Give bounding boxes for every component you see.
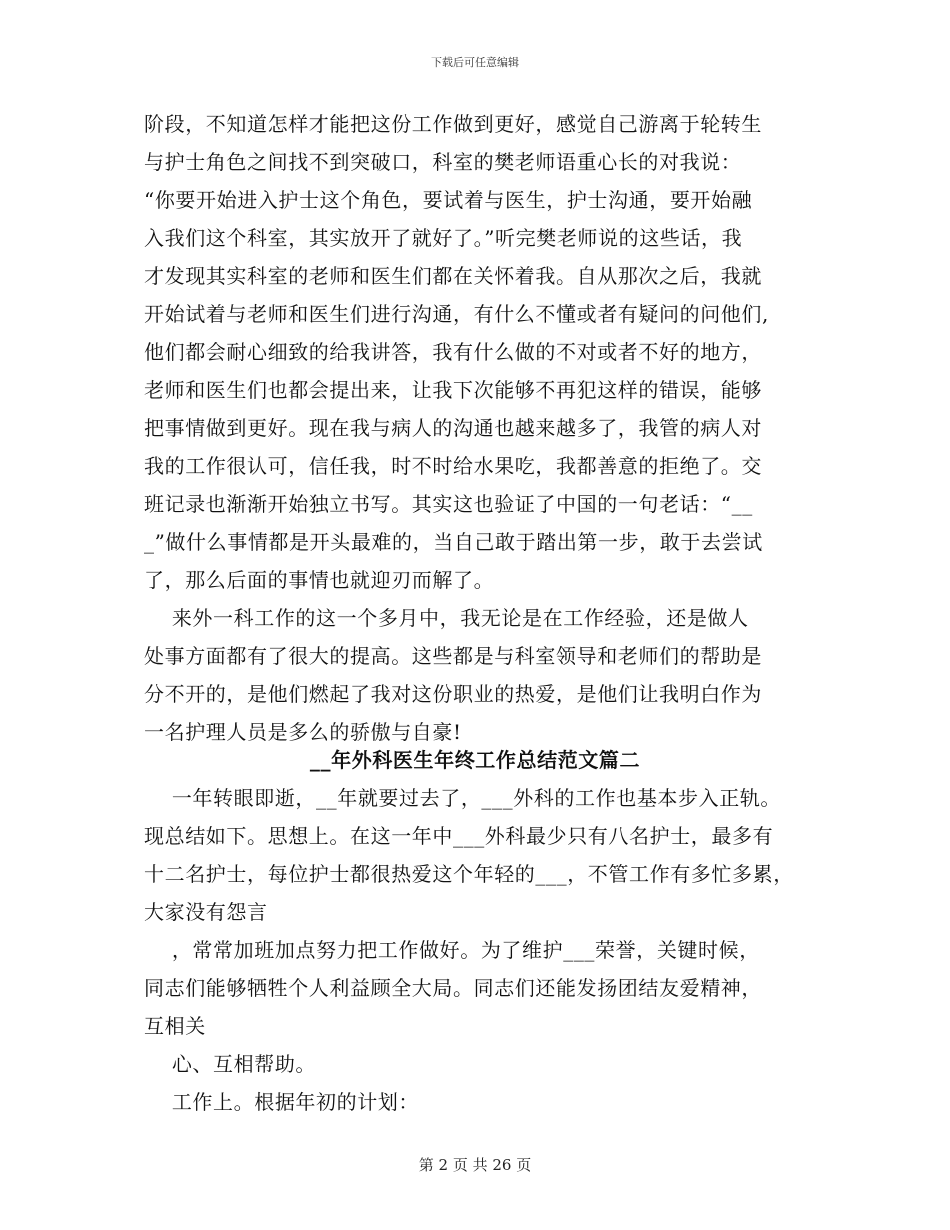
paragraph-line: 一名护理人员是多么的骄傲与自豪!	[144, 720, 462, 744]
page-header-note: 下载后可任意编辑	[431, 56, 519, 69]
paragraph-line: 分不开的，是他们燃起了我对这份职业的热爱，是他们让我明白作为	[144, 682, 762, 706]
paragraph-line: 互相关	[144, 1014, 206, 1038]
page-number-footer: 第 2 页 共 26 页	[418, 1156, 532, 1174]
section-title: __年外科医生年终工作总结范文篇二	[309, 748, 641, 772]
paragraph-line: 才发现其实科室的老师和医生们都在关怀着我。自从那次之后，我就	[144, 264, 762, 288]
paragraph-line: ，常常加班加点努力把工作做好。为了维护___荣誉，关键时候，	[144, 938, 760, 962]
paragraph-line: 入我们这个科室，其实放开了就好了。”听完樊老师说的这些话，我	[144, 226, 743, 250]
paragraph-line: 工作上。根据年初的计划：	[144, 1090, 420, 1114]
paragraph-line: 来外一科工作的这一个多月中，我无论是在工作经验，还是做人	[144, 606, 749, 630]
paragraph-line: 了，那么后面的事情也就迎刃而解了。	[144, 568, 495, 592]
paragraph-line: 我的工作很认可，信任我，时不时给水果吃，我都善意的拒绝了。交	[144, 454, 762, 478]
paragraph-line: _”做什么事情都是开头最难的，当自己敢于踏出第一步，敢于去尝试	[144, 530, 763, 554]
paragraph-line: 开始试着与老师和医生们进行沟通，有什么不懂或者有疑问的问他们,	[144, 302, 769, 326]
paragraph-line: 心、互相帮助。	[144, 1052, 317, 1076]
paragraph-line: 老师和医生们也都会提出来，让我下次能够不再犯这样的错误，能够	[144, 378, 762, 402]
paragraph-line: 班记录也渐渐开始独立书写。其实这也验证了中国的一句老话：“__	[144, 492, 753, 516]
paragraph-line: 他们都会耐心细致的给我讲答，我有什么做的不对或者不好的地方，	[144, 340, 762, 364]
paragraph-line: 十二名护士，每位护士都很热爱这个年轻的___，不管工作有多忙多累，	[144, 862, 794, 886]
paragraph-line: 同志们能够牺牲个人利益顾全大局。同志们还能发扬团结友爱精神，	[144, 976, 762, 1000]
paragraph-line: 把事情做到更好。现在我与病人的沟通也越来越多了，我管的病人对	[144, 416, 762, 440]
paragraph-line: 大家没有怨言	[144, 900, 268, 924]
paragraph-line: 现总结如下。思想上。在这一年中___外科最少只有八名护士，最多有	[144, 824, 774, 848]
paragraph-line: 处事方面都有了很大的提高。这些都是与科室领导和老师们的帮助是	[144, 644, 762, 668]
paragraph-line: “你要开始进入护士这个角色，要试着与医生，护士沟通，要开始融	[144, 188, 753, 212]
paragraph-line: 一年转眼即逝，__年就要过去了，___外科的工作也基本步入正轨。	[144, 786, 782, 810]
paragraph-line: 与护士角色之间找不到突破口，科室的樊老师语重心长的对我说：	[144, 150, 742, 174]
paragraph-line: 阶段，不知道怎样才能把这份工作做到更好，感觉自己游离于轮转生	[144, 112, 762, 136]
